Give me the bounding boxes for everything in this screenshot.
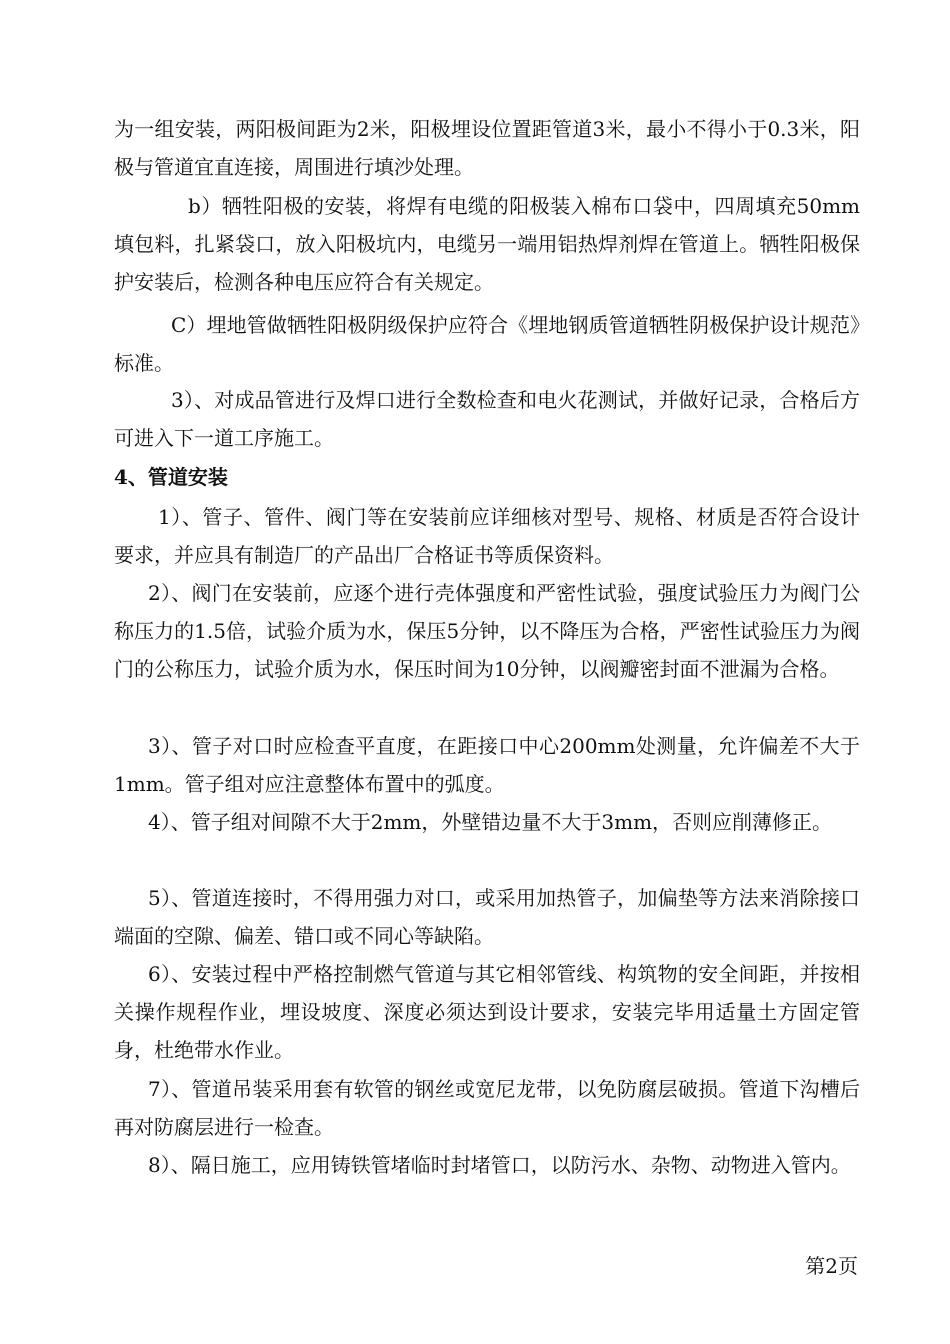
- list-item-8: 8）、隔日施工，应用铸铁管堵临时封堵管口，以防污水、杂物、动物进入管内。: [148, 1153, 851, 1177]
- list-item-1: 1）、管子、管件、阀门等在安装前应详细核对型号、规格、材质是否符合设计要求，并应具有制造厂的产品出厂合格证书等质保资料。: [114, 505, 860, 567]
- paragraph-anode-spacing: 为一组安装，两阳极间距为2米，阳极埋设位置距管道3米，最小不得小于0.3米，阳极与管道宜直连接，周围进行填沙处理。: [114, 117, 860, 179]
- paragraph-spark-test: 3）、对成品管进行及焊口进行全数检查和电火花测试，并做好记录，合格后方可进入下一道工序施工。: [114, 388, 860, 450]
- list-item-6: 6）、安装过程中严格控制燃气管道与其它相邻管线、构筑物的安全间距，并按相关操作规程作业，埋设坡度、深度必须达到设计要求，安装完毕用适量土方固定管身，杜绝带水作业。: [114, 962, 860, 1062]
- paragraph-cathodic-protection-standard: C）埋地管做牺牲阳极阴级保护应符合《埋地钢质管道牺牲阴极保护设计规范》标准。: [114, 313, 860, 375]
- paragraph-anode-installation: b）牺牲阳极的安装，将焊有电缆的阳极装入棉布口袋中，四周填充50mm填包料，扎紧袋口，放入阳极坑内，电缆另一端用铝热焊剂焊在管道上。牺牲阳极保护安装后，检测各种电压应符合有关规定。: [114, 194, 860, 294]
- page-number: 第2页: [805, 1254, 858, 1278]
- list-item-5: 5）、管道连接时，不得用强力对口，或采用加热管子，加偏垫等方法来消除接口端面的空隙、偏差、错口或不同心等缺陷。: [114, 886, 860, 948]
- section-heading: 4、管道安装: [114, 465, 228, 489]
- list-item-3: 3）、管子对口时应检查平直度，在距接口中心200mm处测量，允许偏差不大于1mm。管子组对应注意整体布置中的弧度。: [114, 734, 860, 796]
- list-item-4: 4）、管子组对间隙不大于2mm，外壁错边量不大于3mm，否则应削薄修正。: [148, 810, 833, 834]
- list-item-7: 7）、管道吊装采用套有软管的钢丝或宽尼龙带，以免防腐层破损。管道下沟槽后再对防腐层进行一检查。: [114, 1077, 860, 1139]
- list-item-2: 2）、阀门在安装前，应逐个进行壳体强度和严密性试验，强度试验压力为阀门公称压力的1.5倍，试验介质为水，保压5分钟，以不降压为合格，严密性试验压力为阀门的公称压力，试验介质为水，保压时间为10分钟，以阀瓣密封面不泄漏为合格。: [114, 581, 860, 681]
